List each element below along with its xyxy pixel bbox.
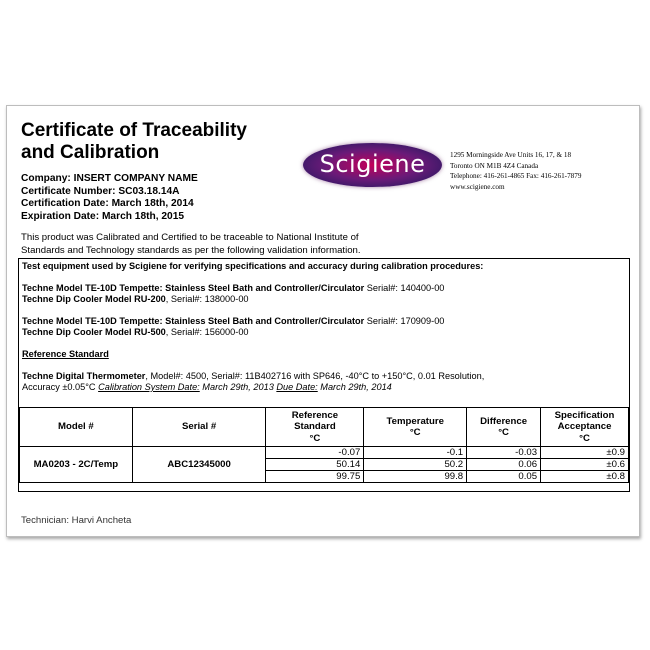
difference-cell: -0.03 <box>467 447 541 459</box>
header-serial: Serial # <box>132 408 266 447</box>
certification-date: Certification Date: March 18th, 2014 <box>21 198 194 209</box>
temperature-cell: 50.2 <box>364 459 467 471</box>
test-equipment-content <box>22 261 627 393</box>
due-date-label: Due Date: <box>276 382 318 392</box>
temperature-cell: -0.1 <box>364 447 467 459</box>
intro-line-2: Standards and Technology standards as per the following validation information. <box>21 244 361 256</box>
equipment-name: Techne Dip Cooler Model RU-500 <box>22 327 166 337</box>
reference-cell: 99.75 <box>266 471 364 483</box>
difference-cell: 0.05 <box>467 471 541 483</box>
reference-accuracy-line <box>22 382 627 393</box>
reference-standard-line <box>22 371 627 382</box>
title-line-2: and Calibration <box>21 142 160 163</box>
header-model: Model # <box>20 408 133 447</box>
equipment-line <box>22 294 627 305</box>
cal-system-value: March 29th, 2013 <box>199 382 277 392</box>
difference-cell: 0.06 <box>467 459 541 471</box>
intro-text <box>21 232 421 257</box>
company-info <box>21 173 198 223</box>
expiration-date: Expiration Date: March 18th, 2015 <box>21 210 185 222</box>
technician-name: Technician: Harvi Ancheta <box>21 515 132 526</box>
address-line-2: Toronto ON M1B 4Z4 Canada <box>450 161 539 170</box>
logo-text: Scigiene <box>319 150 426 178</box>
scigiene-logo <box>303 143 442 187</box>
table-header-row <box>20 408 629 447</box>
serial-cell: ABC12345000 <box>132 447 266 483</box>
spec-cell: ±0.6 <box>541 459 629 471</box>
equipment-name: Techne Model TE-10D Tempette: Stainless Steel Bath and Controller/Circulator <box>22 316 365 326</box>
equipment-name: Techne Model TE-10D Tempette: Stainless Steel Bath and Controller/Circulator <box>22 283 365 293</box>
header-difference: Difference °C <box>467 408 541 447</box>
intro-line-1: This product was Calibrated and Certified to be traceable to National Institute of <box>21 232 359 243</box>
calibration-results-table <box>19 407 629 483</box>
calibration-dates <box>98 382 392 392</box>
title-line-1: Certificate of Traceability <box>21 120 247 141</box>
header-temperature: Temperature °C <box>364 408 467 447</box>
company-address <box>450 150 581 192</box>
equipment-serial: , Serial#: 138000-00 <box>165 294 249 304</box>
temperature-cell: 99.8 <box>364 471 467 483</box>
reference-cell: 50.14 <box>266 459 364 471</box>
certificate-sheet <box>6 105 640 537</box>
table-row <box>20 447 629 459</box>
address-line-3: Telephone: 416-261-4865 Fax: 416-261-7879 <box>450 172 582 180</box>
company-line: Company: INSERT COMPANY NAME <box>21 173 198 184</box>
certificate-number: Certificate Number: SC03.18.14A <box>21 185 180 197</box>
header-specification: Specification Acceptance °C <box>541 408 629 447</box>
equipment-serial: , Serial#: 156000-00 <box>165 327 249 337</box>
equipment-line <box>22 283 627 294</box>
reference-cell: -0.07 <box>266 447 364 459</box>
equipment-line <box>22 327 627 338</box>
reference-accuracy: Accuracy ±0.05°C <box>22 382 99 392</box>
address-line-4: www.scigiene.com <box>450 182 505 191</box>
equipment-serial: Serial#: 140400-00 <box>364 283 445 293</box>
equipment-serial: Serial#: 170909-00 <box>364 316 445 326</box>
address-line-1: 1295 Morningside Ave Units 16, 17, & 18 <box>450 151 572 159</box>
reference-standard-name: Techne Digital Thermometer <box>22 371 146 381</box>
due-date-value: March 29th, 2014 <box>317 382 392 392</box>
test-equipment-box <box>18 258 630 492</box>
reference-standard-heading: Reference Standard <box>22 349 109 359</box>
spec-cell: ±0.9 <box>541 447 629 459</box>
equipment-line <box>22 316 627 327</box>
reference-standard-details: , Model#: 4500, Serial#: 11B402716 with SP646, -40°C to +150°C, 0.01 Resolution, <box>145 371 485 381</box>
model-cell: MA0203 - 2C/Temp <box>20 447 133 483</box>
header-reference: Reference Standard °C <box>266 408 364 447</box>
spec-cell: ±0.8 <box>541 471 629 483</box>
equipment-name: Techne Dip Cooler Model RU-200 <box>22 294 166 304</box>
cal-system-label: Calibration System Date: <box>98 382 200 392</box>
test-equipment-heading: Test equipment used by Scigiene for verifying specifications and accuracy during calibration procedures: <box>22 261 484 271</box>
certificate-title <box>21 120 321 164</box>
